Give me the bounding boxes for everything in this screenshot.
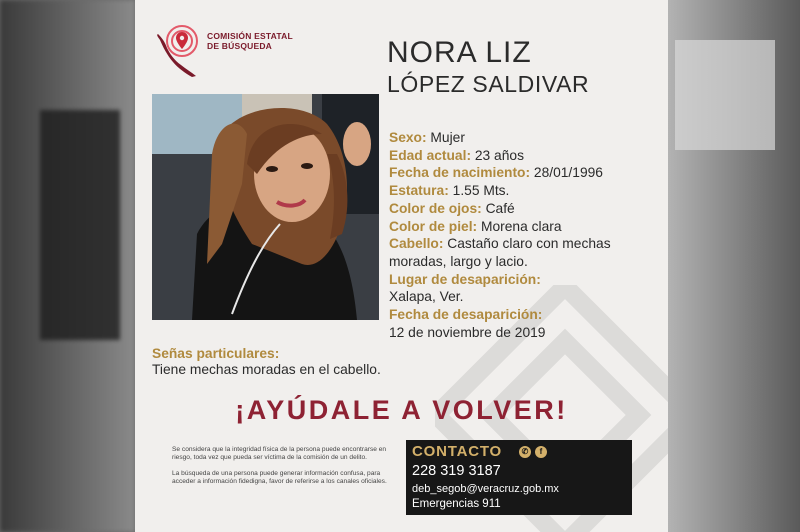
call-to-action: ¡AYÚDALE A VOLVER! [235, 395, 568, 425]
contact-emergency: Emergencias 911 [412, 498, 501, 510]
person-details [389, 129, 668, 341]
contact-email[interactable]: deb_segob@veracruz.gob.mx [412, 483, 559, 495]
facebook-icon[interactable]: f [535, 446, 547, 458]
disclaimer-risk: Se considera que la integridad física de la persona puede encontrarse en riesgo, toda vez que pueda ser víctima de la comisión de un delito. [172, 446, 387, 461]
state-map-logo [152, 20, 208, 78]
field-disappearance-date: 12 de noviembre de 2019 [389, 324, 546, 340]
field-disappearance-date-label: Fecha de desaparición: [389, 307, 543, 323]
org-name-line2: DE BÚSQUEDA [207, 41, 273, 51]
field-eye-color: Color de ojos: Café [389, 200, 515, 216]
background-blur-right [665, 0, 800, 532]
distinguishing-marks-value: Tiene mechas moradas en el cabello. [152, 362, 381, 377]
person-last-name: LÓPEZ SALDIVAR [387, 71, 590, 97]
disclaimer [172, 446, 392, 494]
field-sex: Sexo: Mujer [389, 130, 465, 145]
person-photo [152, 94, 379, 320]
person-first-name: NORA LIZ [387, 36, 532, 69]
field-height: Estatura: 1.55 Mts. [389, 183, 510, 199]
org-name [207, 31, 293, 51]
contact-box [406, 440, 632, 515]
org-name-line1: COMISIÓN ESTATAL [207, 31, 293, 41]
field-birthdate: Fecha de nacimiento: 28/01/1996 [389, 165, 603, 181]
contact-title: CONTACTO [412, 443, 503, 460]
field-disappearance-place-label: Lugar de desaparición: [389, 271, 541, 287]
field-skin-color: Color de piel: Morena clara [389, 218, 562, 234]
whatsapp-icon[interactable]: ✆ [519, 446, 531, 458]
disclaimer-official-channels: La búsqueda de una persona puede generar información confusa, para acceder a información fidedigna, favor de referirse a los canales oficiales. [172, 470, 387, 485]
contact-phone[interactable]: 228 319 3187 [412, 463, 501, 479]
background-blur-left [0, 0, 135, 532]
field-hair-cont: moradas, largo y lacio. [389, 253, 528, 269]
field-hair: Cabello: Castaño claro con mechas [389, 236, 611, 252]
field-disappearance-place: Xalapa, Ver. [389, 289, 464, 305]
missing-person-poster [135, 0, 668, 532]
field-age: Edad actual: 23 años [389, 147, 524, 163]
distinguishing-marks-label: Señas particulares: [152, 346, 280, 361]
